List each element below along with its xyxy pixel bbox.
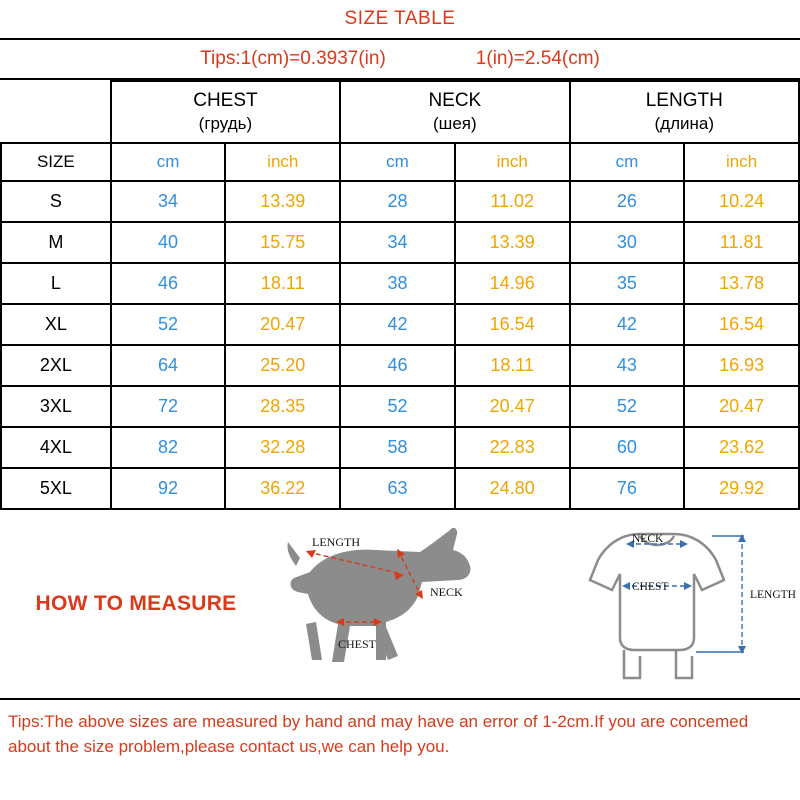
cell-chest-inch: 36.22 — [225, 468, 340, 509]
cell-length-cm: 52 — [570, 386, 685, 427]
cell-chest-cm: 64 — [111, 345, 226, 386]
cell-size: L — [1, 263, 111, 304]
cell-size: XL — [1, 304, 111, 345]
header-size: SIZE — [1, 143, 111, 181]
cell-chest-inch: 18.11 — [225, 263, 340, 304]
size-table — [0, 80, 800, 510]
cell-neck-cm: 34 — [340, 222, 455, 263]
cell-chest-cm: 40 — [111, 222, 226, 263]
garment-label-neck: NECK — [632, 533, 664, 545]
cell-neck-inch: 22.83 — [455, 427, 570, 468]
group-name-length: LENGTH — [645, 89, 723, 111]
measure-diagrams — [272, 510, 800, 698]
cell-chest-cm: 52 — [111, 304, 226, 345]
cell-length-cm: 35 — [570, 263, 685, 304]
cell-neck-inch: 18.11 — [455, 345, 570, 386]
cell-neck-inch: 20.47 — [455, 386, 570, 427]
cell-length-cm: 30 — [570, 222, 685, 263]
table-row — [1, 181, 799, 222]
how-to-measure-section — [0, 510, 800, 700]
cell-chest-cm: 34 — [111, 181, 226, 222]
group-header-neck — [340, 81, 569, 143]
cell-size: S — [1, 181, 111, 222]
garment-outline-icon — [590, 534, 724, 678]
group-sub-neck: (шея) — [433, 114, 477, 134]
garment-label-chest: CHEST — [632, 581, 669, 593]
cell-chest-inch: 25.20 — [225, 345, 340, 386]
page-title: SIZE TABLE — [344, 8, 456, 29]
cell-size: 5XL — [1, 468, 111, 509]
cell-length-cm: 43 — [570, 345, 685, 386]
table-row — [1, 468, 799, 509]
cell-length-inch: 16.93 — [684, 345, 799, 386]
table-row — [1, 386, 799, 427]
cell-size: 3XL — [1, 386, 111, 427]
cell-chest-inch: 32.28 — [225, 427, 340, 468]
cell-size: 4XL — [1, 427, 111, 468]
table-row — [1, 222, 799, 263]
table-unit-header-row — [1, 143, 799, 181]
header-chest-inch: inch — [225, 143, 340, 181]
dog-label-neck: NECK — [430, 585, 463, 599]
cell-length-cm: 60 — [570, 427, 685, 468]
cell-length-inch: 16.54 — [684, 304, 799, 345]
measure-diagram-svg — [272, 510, 800, 700]
cell-neck-cm: 42 — [340, 304, 455, 345]
header-length-cm: cm — [570, 143, 685, 181]
cell-chest-cm: 82 — [111, 427, 226, 468]
cell-neck-cm: 52 — [340, 386, 455, 427]
conversion-tips-row — [0, 38, 800, 80]
footer-tips: Tips:The above sizes are measured by hand and may have an error of 1-2cm.If you are concemed about the size problem,please contact us,we can help you. — [8, 712, 749, 756]
cell-length-inch: 29.92 — [684, 468, 799, 509]
cell-length-cm: 26 — [570, 181, 685, 222]
cell-chest-inch: 13.39 — [225, 181, 340, 222]
cell-chest-inch: 15.75 — [225, 222, 340, 263]
cell-chest-inch: 28.35 — [225, 386, 340, 427]
garment-label-length: LENGTH — [750, 589, 796, 601]
group-header-chest — [111, 81, 340, 143]
group-sub-length: (длина) — [654, 114, 715, 134]
cell-neck-cm: 38 — [340, 263, 455, 304]
cell-neck-inch: 24.80 — [455, 468, 570, 509]
cell-chest-cm: 72 — [111, 386, 226, 427]
cell-neck-inch: 16.54 — [455, 304, 570, 345]
cell-length-inch: 20.47 — [684, 386, 799, 427]
cell-chest-cm: 92 — [111, 468, 226, 509]
garment-measure-arrows — [622, 534, 746, 654]
cell-chest-inch: 20.47 — [225, 304, 340, 345]
table-group-header-row — [1, 81, 799, 143]
cell-neck-inch: 14.96 — [455, 263, 570, 304]
group-header-length — [570, 81, 799, 143]
group-name-neck: NECK — [428, 89, 482, 111]
how-to-measure-label: HOW TO MEASURE — [35, 592, 237, 615]
cell-length-inch: 11.81 — [684, 222, 799, 263]
title-row — [0, 0, 800, 38]
cell-length-inch: 10.24 — [684, 181, 799, 222]
header-neck-inch: inch — [455, 143, 570, 181]
corner-cell — [1, 81, 111, 143]
header-length-inch: inch — [684, 143, 799, 181]
cell-length-cm: 42 — [570, 304, 685, 345]
table-row — [1, 304, 799, 345]
table-row — [1, 427, 799, 468]
dog-label-length: LENGTH — [312, 535, 360, 549]
cell-length-cm: 76 — [570, 468, 685, 509]
group-sub-chest: (грудь) — [198, 114, 253, 134]
cell-size: M — [1, 222, 111, 263]
cell-neck-cm: 28 — [340, 181, 455, 222]
cell-chest-cm: 46 — [111, 263, 226, 304]
dog-label-chest: CHEST — [338, 637, 377, 651]
cell-neck-inch: 13.39 — [455, 222, 570, 263]
table-row — [1, 263, 799, 304]
tip-cm-to-inch: Tips:1(cm)=0.3937(in) — [200, 48, 386, 69]
cell-length-inch: 23.62 — [684, 427, 799, 468]
group-name-chest: CHEST — [193, 89, 258, 111]
table-row — [1, 345, 799, 386]
cell-length-inch: 13.78 — [684, 263, 799, 304]
cell-neck-cm: 46 — [340, 345, 455, 386]
cell-neck-inch: 11.02 — [455, 181, 570, 222]
cell-neck-cm: 58 — [340, 427, 455, 468]
tip-inch-to-cm: 1(in)=2.54(cm) — [475, 48, 600, 69]
header-neck-cm: cm — [340, 143, 455, 181]
header-chest-cm: cm — [111, 143, 226, 181]
cell-neck-cm: 63 — [340, 468, 455, 509]
cell-size: 2XL — [1, 345, 111, 386]
